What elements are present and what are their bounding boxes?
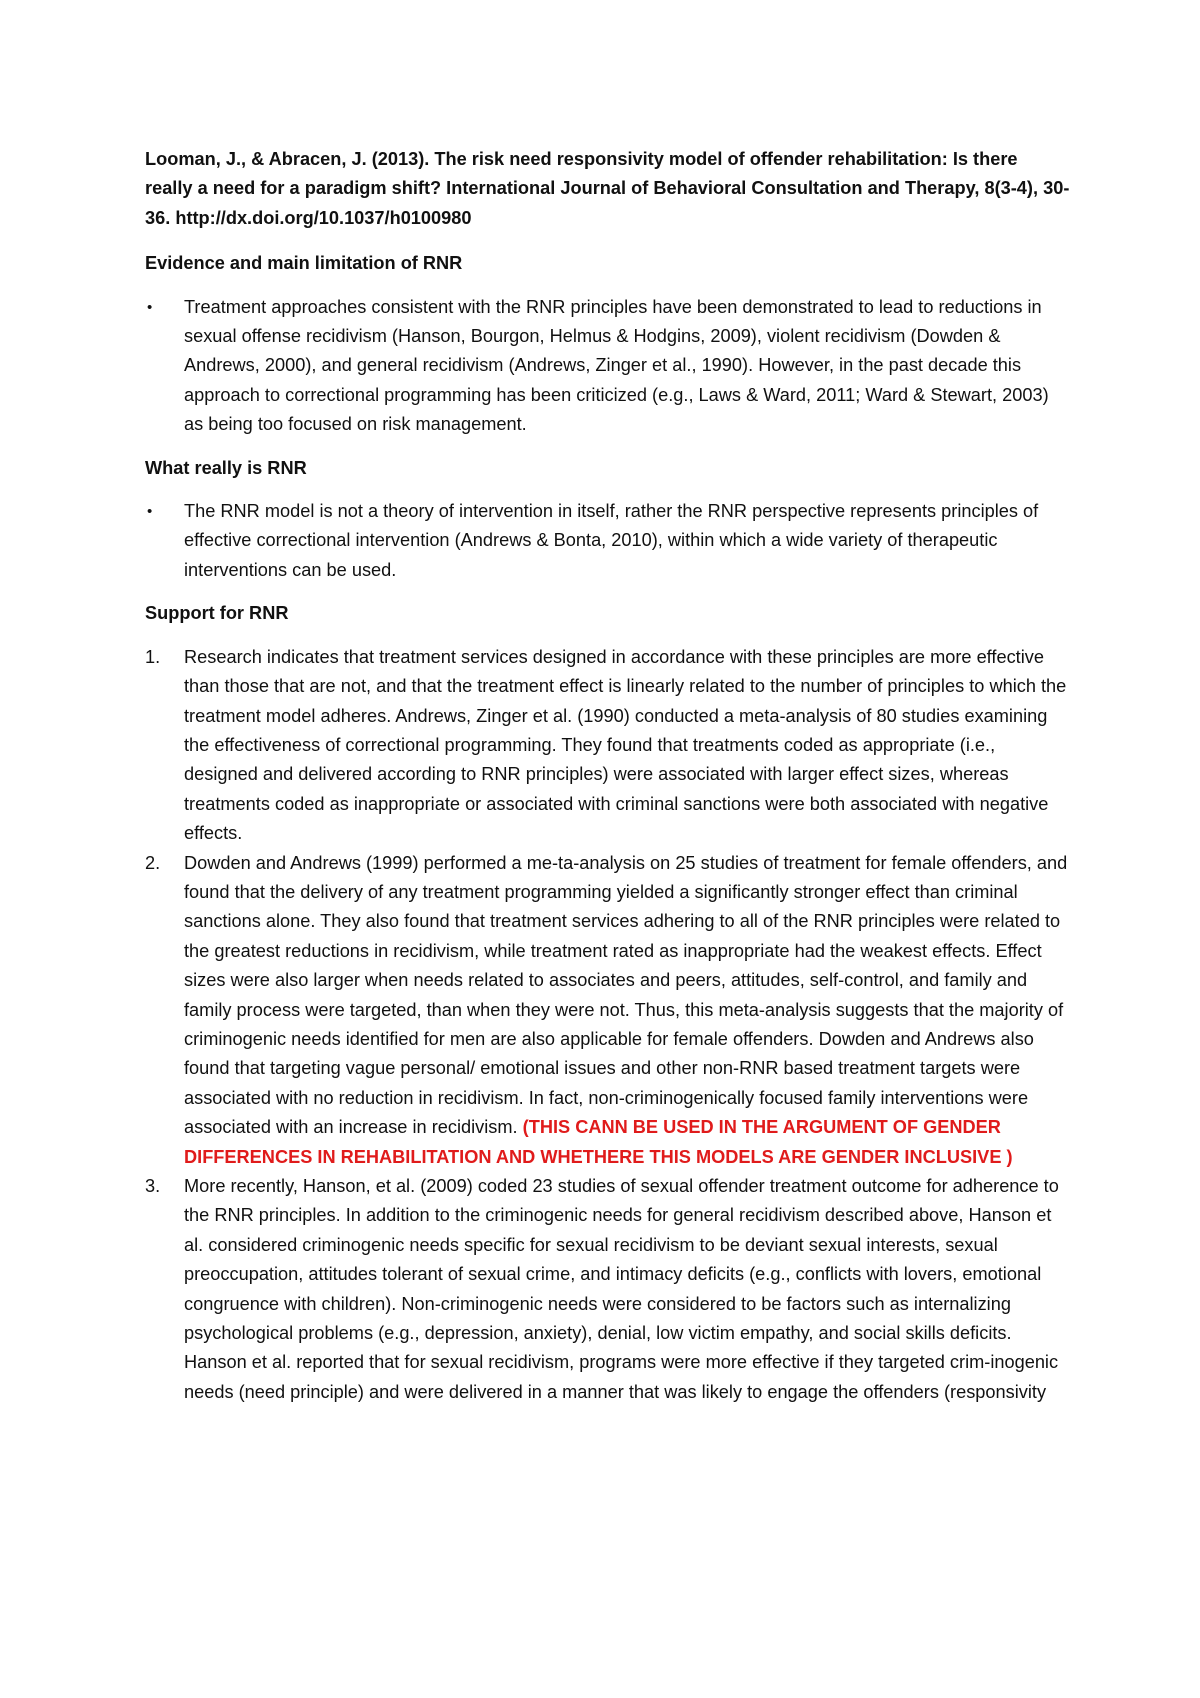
bullet-icon: • (147, 503, 153, 521)
list-item-text: Research indicates that treatment services designed in accordance with these principles are more effective than those that are not, and that the treatment effect is linearly related to the number of principles to which the treatment model adheres. Andrews, Zinger et al. (1990) conducted a meta-analysis of 80 studies examining the effectiveness of correctional programming. They found that treatments coded as appropriate (i.e., designed and delivered according to RNR principles) were associated with larger effect sizes, whereas treatments coded as inappropriate or associated with criminal sanctions were both associated with negative effects. (184, 646, 1067, 844)
list-item (145, 643, 1070, 849)
bullet-text: Treatment approaches consistent with the RNR principles have been demonstrated to lead to reductions in sexual offense recidivism (Hanson, Bourgon, Helmus & Hodgins, 2009), violent recidivism (Dowden & Andrews, 2000), and general recidivism (Andrews, Zinger et al., 1990). However, in the past decade this approach to correctional programming has been criticized (e.g., Laws & Ward, 2011; Ward & Stewart, 2003) as being too focused on risk management. (184, 296, 1049, 435)
list-number: 3. (145, 1176, 161, 1196)
support-numbered-list (145, 643, 1070, 1408)
heading-evidence: Evidence and main limitation of RNR (145, 253, 463, 274)
heading-support: Support for RNR (145, 603, 289, 624)
list-item (145, 849, 1070, 1172)
list-item-text: Dowden and Andrews (1999) performed a me-ta-analysis on 25 studies of treatment for female offenders, and found that the delivery of any treatment programming yielded a significantly stronger effect than criminal sanctions alone. They also found that treatment services adhering to all of the RNR principles were related to the greatest reductions in recidivism, while treatment rated as inappropriate had the weakest effects. Effect sizes were also larger when needs related to associates and peers, attitudes, self-control, and family and family process were targeted, than when they were not. Thus, this meta-analysis suggests that the majority of criminogenic needs identified for men are also applicable for female offenders. Dowden and Andrews also found that targeting vague personal/ emotional issues and other non-RNR based treatment targets were associated with no reduction in recidivism. In fact, non-criminogenically focused family interventions were associated with an increase in recidivism. (184, 852, 1068, 1138)
list-item (145, 293, 1070, 440)
list-number: 2. (145, 852, 161, 873)
list-item-text: More recently, Hanson, et al. (2009) coded 23 studies of sexual offender treatment outcome for adherence to the RNR principles. In addition to the criminogenic needs for general recidivism described above, Hanson et al. considered criminogenic needs specific for sexual recidivism to be deviant sexual interests, sexual preoccupation, attitudes tolerant of sexual crime, and intimacy deficits (e.g., conflicts with lovers, emotional congruence with children). Non-criminogenic needs were considered to be factors such as internalizing psychological problems (e.g., depression, anxiety), denial, low victim empathy, and social skills deficits. Hanson et al. reported that for sexual recidivism, programs were more effective if they targeted crim-inogenic needs (need principle) and were delivered in a manner that was likely to engage the offenders (responsivity (184, 1176, 1059, 1402)
bullet-text: The RNR model is not a theory of intervention in itself, rather the RNR perspective represents principles of effective correctional intervention (Andrews & Bonta, 2010), within which a wide variety of therapeutic interventions can be used. (184, 501, 1039, 580)
document-page (145, 145, 1070, 1407)
what-bullet-list (145, 497, 1070, 585)
list-number: 1. (145, 646, 161, 667)
evidence-bullet-list (145, 293, 1070, 440)
list-item (145, 497, 1070, 585)
list-item (145, 1172, 1070, 1407)
heading-what-is-rnr: What really is RNR (145, 457, 307, 478)
highlighted-note: (THIS CANN BE USED IN THE ARGUMENT OF GENDER DIFFERENCES IN REHABILITATION AND WHETHERE THIS MODELS ARE GENDER INCLUSIVE ) (184, 1117, 1013, 1167)
citation: Looman, J., & Abracen, J. (2013). The risk need responsivity model of offender rehabilitation: Is there really a need for a paradigm shift? International Journal of Behavioral Consultation and Therapy, 8(3-4), 30-36. http://dx.doi.org/10.1037/h0100980 (145, 149, 1070, 228)
bullet-icon: • (147, 298, 153, 316)
